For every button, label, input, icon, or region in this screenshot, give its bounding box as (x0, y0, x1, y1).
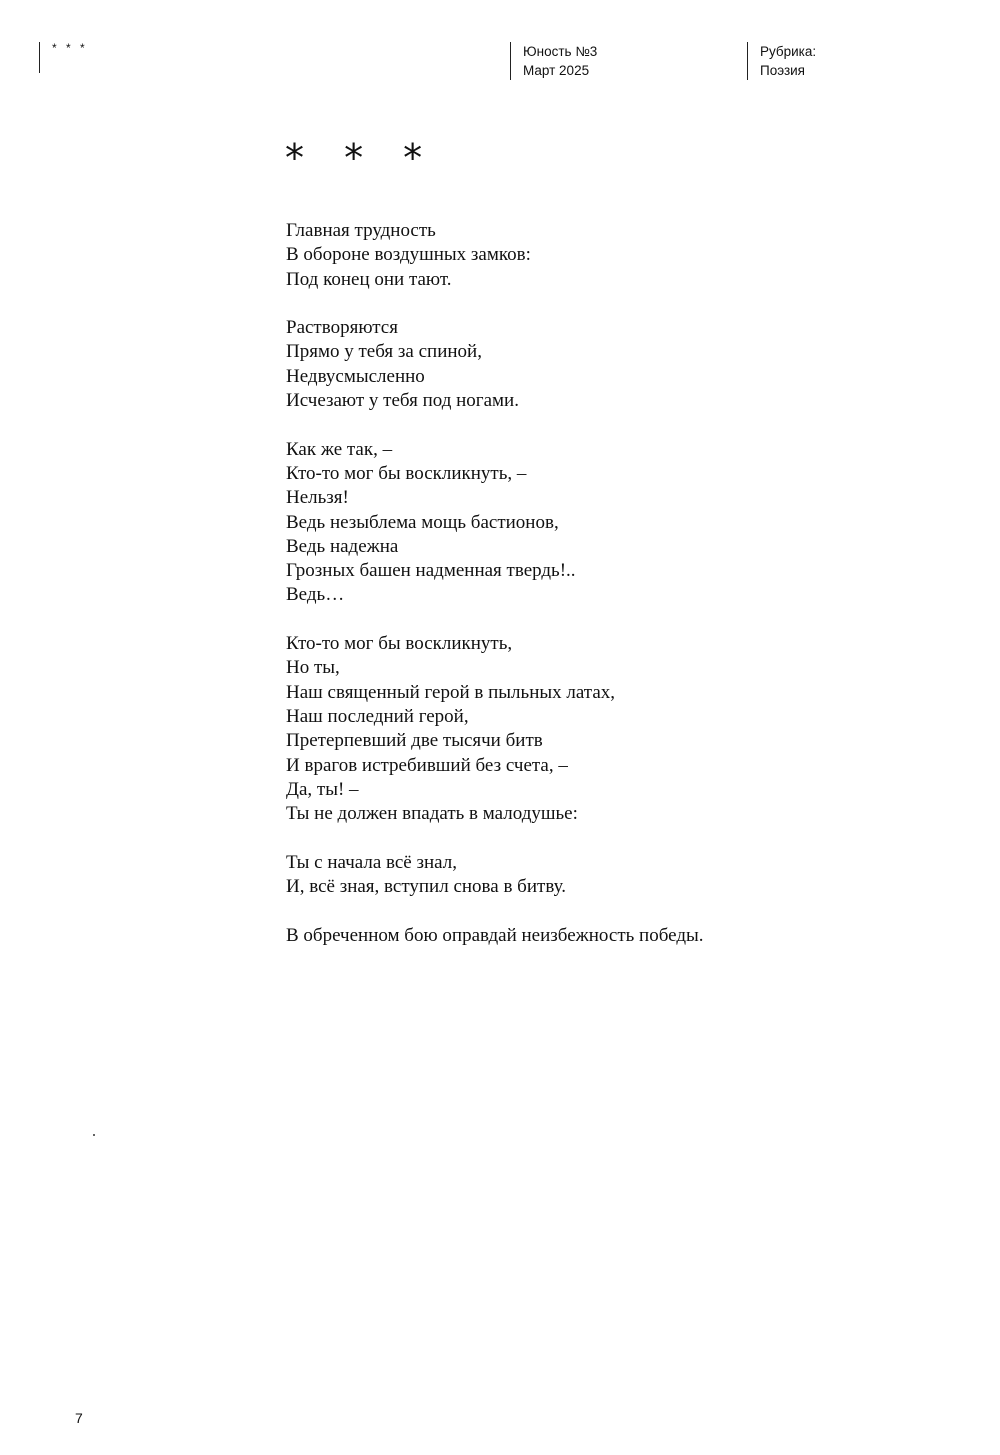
poem-line: Кто-то мог бы воскликнуть, (286, 633, 513, 655)
issue-date: Март 2025 (523, 63, 590, 78)
poem-line: Грозных башен надменная твердь!.. (286, 560, 576, 582)
poem-title: * * * (285, 136, 437, 180)
poem-line: И врагов истребивший без счета, – (286, 754, 568, 776)
header-section-mark (39, 42, 88, 73)
header-issue (510, 42, 597, 80)
section-mark-text: * * * (52, 41, 88, 55)
stanza (286, 851, 704, 900)
poem-line: Под конец они тают. (286, 268, 452, 290)
poem-line: Недвусмысленно (286, 365, 425, 387)
page-number: 7 (75, 1410, 83, 1426)
poem-line: Ты не должен впадать в малодушье: (286, 803, 578, 825)
poem-line: Да, ты! – (286, 778, 359, 800)
poem-line: Прямо у тебя за спиной, (286, 341, 482, 363)
stanza (286, 316, 704, 413)
poem-body (286, 219, 704, 948)
poem-line: Как же так, – (286, 438, 393, 460)
poem-line: Ведь… (286, 584, 345, 606)
poem-line: И, всё зная, вступил снова в битву. (286, 876, 566, 898)
header-rubric (747, 42, 816, 80)
poem-line: Ты с начала всё знал, (286, 851, 457, 873)
stanza (286, 219, 704, 292)
poem-line: Претерпевший две тысячи битв (286, 730, 543, 752)
stanza (286, 924, 704, 948)
poem-line: Но ты, (286, 657, 340, 679)
poem-line: В обороне воздушных замков: (286, 244, 531, 266)
poem-line: Исчезают у тебя под ногами. (286, 390, 519, 412)
poem-line: Наш последний герой, (286, 705, 469, 727)
poem-line: Главная трудность (286, 220, 436, 241)
stanza (286, 632, 704, 826)
poem-line: Растворяются (286, 317, 398, 339)
rubric-label: Рубрика: (760, 44, 817, 59)
issue-number: Юность №3 (523, 44, 598, 59)
poem-line: Ведь незыблема мощь бастионов, (286, 511, 559, 533)
poem-line: Ведь надежна (286, 535, 399, 557)
rubric-value: Поэзия (760, 63, 805, 78)
poem-line: Нельзя! (286, 487, 349, 509)
poem-line: Наш священный герой в пыльных латах, (286, 681, 616, 703)
stanza (286, 438, 704, 608)
poem-line: Кто-то мог бы воскликнуть, – (286, 462, 527, 484)
poem-line: В обреченном бою оправдай неизбежность победы. (286, 924, 704, 946)
stray-dot (93, 1134, 95, 1136)
